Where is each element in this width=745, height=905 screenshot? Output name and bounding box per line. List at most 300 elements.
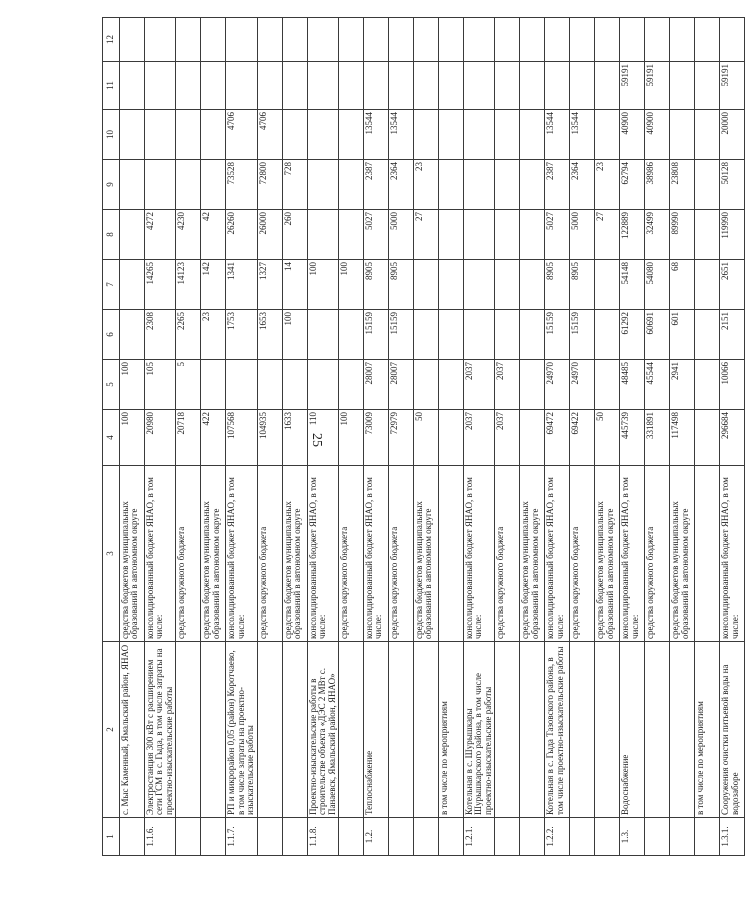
year-cell bbox=[338, 210, 363, 260]
year-cell bbox=[413, 110, 438, 160]
year-cell bbox=[670, 62, 695, 110]
funding-source-cell: средства бюджетов муниципальных образований в автономном округе bbox=[413, 466, 438, 642]
total-cell: 445739 bbox=[620, 410, 645, 466]
year-cell: 100 bbox=[120, 360, 145, 410]
total-cell: 100 bbox=[120, 410, 145, 466]
year-cell: 5000 bbox=[570, 210, 595, 260]
year-cell: 13544 bbox=[545, 110, 570, 160]
table-row bbox=[520, 18, 545, 856]
table-row bbox=[388, 18, 413, 856]
year-cell: 2308 bbox=[145, 310, 176, 360]
year-cell: 13544 bbox=[363, 110, 388, 160]
item-name-cell bbox=[520, 642, 545, 818]
year-cell: 728 bbox=[282, 160, 307, 210]
year-cell bbox=[463, 62, 494, 110]
item-name-cell bbox=[413, 642, 438, 818]
year-cell bbox=[438, 210, 463, 260]
funding-source-cell: средства окружного бюджета bbox=[570, 466, 595, 642]
year-cell bbox=[413, 62, 438, 110]
year-cell bbox=[226, 360, 257, 410]
year-cell bbox=[438, 62, 463, 110]
year-cell: 68 bbox=[670, 260, 695, 310]
year-cell: 14123 bbox=[176, 260, 201, 310]
funding-source-cell: консолидированный бюджет ЯНАО, в том числе: bbox=[145, 466, 176, 642]
year-cell bbox=[495, 110, 520, 160]
funding-source-cell: консолидированный бюджет ЯНАО, в том числе: bbox=[620, 466, 645, 642]
table-row bbox=[338, 18, 363, 856]
year-cell bbox=[720, 18, 745, 62]
year-cell bbox=[176, 160, 201, 210]
item-name-cell: Водоснабжение bbox=[620, 642, 645, 818]
table-row bbox=[120, 18, 145, 856]
year-cell: 8905 bbox=[570, 260, 595, 310]
year-cell: 2364 bbox=[570, 160, 595, 210]
year-cell bbox=[695, 310, 720, 360]
year-cell: 100 bbox=[338, 260, 363, 310]
funding-source-cell: консолидированный бюджет ЯНАО, в том числе: bbox=[720, 466, 745, 642]
total-cell bbox=[520, 410, 545, 466]
item-name-cell: с. Мыс Каменный, Ямальский район, ЯНАО bbox=[120, 642, 145, 818]
item-name-cell bbox=[595, 642, 620, 818]
item-name-cell: Теплоснабжение bbox=[363, 642, 388, 818]
year-cell bbox=[413, 18, 438, 62]
funding-source-cell: средства окружного бюджета bbox=[388, 466, 413, 642]
year-cell bbox=[670, 18, 695, 62]
year-cell: 26000 bbox=[257, 210, 282, 260]
row-number-cell bbox=[495, 818, 520, 856]
column-number-cell: 1 bbox=[103, 818, 120, 856]
year-cell bbox=[201, 18, 226, 62]
total-cell: 20718 bbox=[176, 410, 201, 466]
year-cell bbox=[595, 18, 620, 62]
funding-source-cell: консолидированный бюджет ЯНАО, в том числе: bbox=[463, 466, 494, 642]
year-cell: 48485 bbox=[620, 360, 645, 410]
table-row bbox=[413, 18, 438, 856]
row-number-cell bbox=[388, 818, 413, 856]
year-cell: 4706 bbox=[226, 110, 257, 160]
year-cell bbox=[438, 18, 463, 62]
year-cell: 5027 bbox=[363, 210, 388, 260]
year-cell bbox=[201, 160, 226, 210]
row-number-cell bbox=[695, 818, 720, 856]
year-cell bbox=[438, 160, 463, 210]
year-cell: 100 bbox=[282, 310, 307, 360]
year-cell: 60691 bbox=[645, 310, 670, 360]
year-cell: 24970 bbox=[570, 360, 595, 410]
year-cell: 119990 bbox=[720, 210, 745, 260]
year-cell: 1653 bbox=[257, 310, 282, 360]
year-cell bbox=[120, 210, 145, 260]
year-cell: 1327 bbox=[257, 260, 282, 310]
year-cell bbox=[120, 260, 145, 310]
year-cell bbox=[282, 18, 307, 62]
year-cell bbox=[176, 62, 201, 110]
investment-table-frame bbox=[102, 18, 740, 856]
column-number-row bbox=[103, 18, 120, 856]
year-cell bbox=[570, 18, 595, 62]
year-cell: 260 bbox=[282, 210, 307, 260]
year-cell bbox=[495, 18, 520, 62]
table-row bbox=[645, 18, 670, 856]
column-number-cell: 6 bbox=[103, 310, 120, 360]
year-cell: 23 bbox=[201, 310, 226, 360]
item-name-cell bbox=[570, 642, 595, 818]
year-cell bbox=[176, 110, 201, 160]
year-cell bbox=[226, 62, 257, 110]
year-cell bbox=[145, 160, 176, 210]
column-number-cell: 7 bbox=[103, 260, 120, 310]
total-cell: 331891 bbox=[645, 410, 670, 466]
year-cell bbox=[120, 18, 145, 62]
row-number-cell bbox=[338, 818, 363, 856]
year-cell bbox=[363, 62, 388, 110]
year-cell bbox=[520, 260, 545, 310]
year-cell bbox=[463, 18, 494, 62]
column-number-cell: 10 bbox=[103, 110, 120, 160]
table-row bbox=[226, 18, 257, 856]
item-name-cell bbox=[388, 642, 413, 818]
column-number-cell: 2 bbox=[103, 642, 120, 818]
year-cell bbox=[545, 62, 570, 110]
year-cell: 2387 bbox=[545, 160, 570, 210]
funding-source-cell: средства окружного бюджета bbox=[495, 466, 520, 642]
year-cell: 26260 bbox=[226, 210, 257, 260]
row-number-cell: 1.1.8. bbox=[307, 818, 338, 856]
total-cell: 2037 bbox=[495, 410, 520, 466]
year-cell: 50128 bbox=[720, 160, 745, 210]
year-cell bbox=[520, 62, 545, 110]
funding-source-cell: консолидированный бюджет ЯНАО, в том числе: bbox=[226, 466, 257, 642]
year-cell: 15159 bbox=[388, 310, 413, 360]
row-number-cell bbox=[257, 818, 282, 856]
year-cell: 105 bbox=[145, 360, 176, 410]
item-name-cell: в том числе по мероприятиям bbox=[438, 642, 463, 818]
column-number-cell: 12 bbox=[103, 18, 120, 62]
total-cell: 69472 bbox=[545, 410, 570, 466]
year-cell: 2037 bbox=[495, 360, 520, 410]
year-cell bbox=[338, 360, 363, 410]
row-number-cell: 1.2. bbox=[363, 818, 388, 856]
year-cell: 13544 bbox=[570, 110, 595, 160]
year-cell bbox=[307, 62, 338, 110]
table-row bbox=[720, 18, 745, 856]
year-cell: 100 bbox=[307, 260, 338, 310]
row-number-cell bbox=[670, 818, 695, 856]
row-number-cell bbox=[645, 818, 670, 856]
table-row bbox=[145, 18, 176, 856]
funding-source-cell: средства окружного бюджета bbox=[645, 466, 670, 642]
year-cell bbox=[695, 160, 720, 210]
year-cell bbox=[695, 360, 720, 410]
year-cell bbox=[257, 360, 282, 410]
funding-source-cell: консолидированный бюджет ЯНАО, в том числе: bbox=[307, 466, 338, 642]
item-name-cell: в том числе по мероприятиям bbox=[695, 642, 720, 818]
year-cell bbox=[438, 310, 463, 360]
year-cell: 8905 bbox=[363, 260, 388, 310]
total-cell: 20980 bbox=[145, 410, 176, 466]
item-name-cell: Проектно-изыскательские работы в строительстве объекта «ДЭС 2 МВт с. Панаевск, Ямальский район, ЯНАО» bbox=[307, 642, 338, 818]
total-cell: 69422 bbox=[570, 410, 595, 466]
funding-source-cell bbox=[695, 466, 720, 642]
table-row bbox=[595, 18, 620, 856]
year-cell bbox=[438, 110, 463, 160]
year-cell: 28007 bbox=[363, 360, 388, 410]
page-number: 25 bbox=[309, 433, 324, 447]
table-row bbox=[257, 18, 282, 856]
item-name-cell bbox=[201, 642, 226, 818]
year-cell: 2364 bbox=[388, 160, 413, 210]
funding-source-cell: средства бюджетов муниципальных образований в автономном округе bbox=[670, 466, 695, 642]
year-cell: 27 bbox=[595, 210, 620, 260]
row-number-cell: 1.2.2. bbox=[545, 818, 570, 856]
item-name-cell bbox=[257, 642, 282, 818]
year-cell: 62794 bbox=[620, 160, 645, 210]
column-number-cell: 5 bbox=[103, 360, 120, 410]
item-name-cell: Котельная в с. Гыда Тазовского района, в том числе проектно-изыскательские работы bbox=[545, 642, 570, 818]
funding-source-cell: средства окружного бюджета bbox=[176, 466, 201, 642]
year-cell bbox=[595, 310, 620, 360]
table-row bbox=[438, 18, 463, 856]
year-cell: 23808 bbox=[670, 160, 695, 210]
item-name-cell bbox=[495, 642, 520, 818]
table-row bbox=[176, 18, 201, 856]
year-cell: 4272 bbox=[145, 210, 176, 260]
table-row bbox=[363, 18, 388, 856]
year-cell bbox=[545, 18, 570, 62]
item-name-cell: Котельная в с. Шурышкары Шурышкарского района, в том числе проектно-изыскательские работы bbox=[463, 642, 494, 818]
year-cell: 5 bbox=[176, 360, 201, 410]
year-cell bbox=[570, 62, 595, 110]
year-cell: 59191 bbox=[645, 62, 670, 110]
row-number-cell bbox=[176, 818, 201, 856]
year-cell bbox=[413, 260, 438, 310]
year-cell bbox=[338, 160, 363, 210]
year-cell bbox=[120, 160, 145, 210]
total-cell: 1633 bbox=[282, 410, 307, 466]
table-row bbox=[307, 18, 338, 856]
row-number-cell bbox=[520, 818, 545, 856]
item-name-cell bbox=[176, 642, 201, 818]
year-cell: 15159 bbox=[363, 310, 388, 360]
year-cell bbox=[595, 260, 620, 310]
year-cell: 14 bbox=[282, 260, 307, 310]
year-cell: 15159 bbox=[570, 310, 595, 360]
row-number-cell bbox=[413, 818, 438, 856]
year-cell bbox=[520, 160, 545, 210]
table-row bbox=[570, 18, 595, 856]
row-number-cell bbox=[282, 818, 307, 856]
year-cell: 8905 bbox=[388, 260, 413, 310]
year-cell bbox=[307, 210, 338, 260]
total-cell: 117498 bbox=[670, 410, 695, 466]
year-cell bbox=[495, 62, 520, 110]
funding-source-cell bbox=[438, 466, 463, 642]
table-body bbox=[120, 18, 745, 856]
year-cell bbox=[307, 160, 338, 210]
year-cell: 15159 bbox=[545, 310, 570, 360]
total-cell: 100 bbox=[338, 410, 363, 466]
row-number-cell bbox=[595, 818, 620, 856]
year-cell: 54080 bbox=[645, 260, 670, 310]
item-name-cell bbox=[282, 642, 307, 818]
year-cell bbox=[438, 360, 463, 410]
table-row bbox=[620, 18, 645, 856]
total-cell: 104935 bbox=[257, 410, 282, 466]
year-cell bbox=[282, 110, 307, 160]
total-cell: 50 bbox=[413, 410, 438, 466]
funding-source-cell: средства окружного бюджета bbox=[257, 466, 282, 642]
year-cell: 2941 bbox=[670, 360, 695, 410]
year-cell bbox=[226, 18, 257, 62]
year-cell bbox=[620, 18, 645, 62]
total-cell: 296684 bbox=[720, 410, 745, 466]
year-cell: 8905 bbox=[545, 260, 570, 310]
year-cell: 2651 bbox=[720, 260, 745, 310]
year-cell: 28007 bbox=[388, 360, 413, 410]
year-cell bbox=[438, 260, 463, 310]
year-cell: 59191 bbox=[620, 62, 645, 110]
column-number-cell: 3 bbox=[103, 466, 120, 642]
row-number-cell: 1.2.1. bbox=[463, 818, 494, 856]
year-cell: 10066 bbox=[720, 360, 745, 410]
year-cell: 142 bbox=[201, 260, 226, 310]
total-cell bbox=[438, 410, 463, 466]
year-cell: 32499 bbox=[645, 210, 670, 260]
table-row bbox=[282, 18, 307, 856]
year-cell: 38986 bbox=[645, 160, 670, 210]
funding-source-cell: средства бюджетов муниципальных образований в автономном округе bbox=[282, 466, 307, 642]
funding-source-cell: средства бюджетов муниципальных образований в автономном округе bbox=[201, 466, 226, 642]
year-cell bbox=[463, 310, 494, 360]
year-cell bbox=[520, 110, 545, 160]
item-name-cell bbox=[338, 642, 363, 818]
year-cell bbox=[338, 310, 363, 360]
year-cell bbox=[595, 62, 620, 110]
column-number-cell: 8 bbox=[103, 210, 120, 260]
year-cell bbox=[282, 360, 307, 410]
year-cell bbox=[145, 110, 176, 160]
year-cell bbox=[695, 62, 720, 110]
year-cell: 1753 bbox=[226, 310, 257, 360]
year-cell bbox=[201, 110, 226, 160]
year-cell bbox=[645, 18, 670, 62]
year-cell: 23 bbox=[595, 160, 620, 210]
row-number-cell: 1.1.6. bbox=[145, 818, 176, 856]
row-number-cell: 1.1.7. bbox=[226, 818, 257, 856]
funding-source-cell: средства бюджетов муниципальных образований в автономном округе bbox=[120, 466, 145, 642]
column-number-cell: 9 bbox=[103, 160, 120, 210]
year-cell bbox=[695, 110, 720, 160]
table-row bbox=[495, 18, 520, 856]
total-cell bbox=[695, 410, 720, 466]
investment-table bbox=[102, 17, 745, 856]
row-number-cell: 1.3. bbox=[620, 818, 645, 856]
total-cell: 2037 bbox=[463, 410, 494, 466]
year-cell bbox=[307, 18, 338, 62]
year-cell bbox=[463, 260, 494, 310]
year-cell bbox=[463, 110, 494, 160]
total-cell: 50 bbox=[595, 410, 620, 466]
year-cell bbox=[201, 360, 226, 410]
year-cell bbox=[120, 310, 145, 360]
year-cell bbox=[257, 18, 282, 62]
year-cell: 59191 bbox=[720, 62, 745, 110]
year-cell bbox=[520, 360, 545, 410]
year-cell: 122889 bbox=[620, 210, 645, 260]
year-cell: 5027 bbox=[545, 210, 570, 260]
year-cell: 14265 bbox=[145, 260, 176, 310]
year-cell: 20000 bbox=[720, 110, 745, 160]
year-cell: 73528 bbox=[226, 160, 257, 210]
item-name-cell: РП и микрорайон 0,05 (район) Коротчаево, в том числе затраты на проектно-изыскательские работы bbox=[226, 642, 257, 818]
total-cell: 110 bbox=[307, 410, 338, 466]
table-row bbox=[545, 18, 570, 856]
year-cell: 2037 bbox=[463, 360, 494, 410]
year-cell: 2151 bbox=[720, 310, 745, 360]
year-cell bbox=[388, 62, 413, 110]
year-cell bbox=[201, 62, 226, 110]
year-cell bbox=[307, 110, 338, 160]
year-cell: 27 bbox=[413, 210, 438, 260]
year-cell: 54148 bbox=[620, 260, 645, 310]
year-cell: 2387 bbox=[363, 160, 388, 210]
year-cell bbox=[388, 18, 413, 62]
year-cell bbox=[695, 18, 720, 62]
year-cell bbox=[145, 18, 176, 62]
year-cell bbox=[495, 210, 520, 260]
year-cell: 42 bbox=[201, 210, 226, 260]
year-cell bbox=[176, 18, 201, 62]
year-cell bbox=[120, 110, 145, 160]
row-number-cell bbox=[438, 818, 463, 856]
year-cell: 2265 bbox=[176, 310, 201, 360]
year-cell bbox=[463, 210, 494, 260]
year-cell: 4706 bbox=[257, 110, 282, 160]
funding-source-cell: средства бюджетов муниципальных образований в автономном округе bbox=[595, 466, 620, 642]
year-cell bbox=[307, 360, 338, 410]
year-cell: 45544 bbox=[645, 360, 670, 410]
item-name-cell bbox=[645, 642, 670, 818]
year-cell bbox=[257, 62, 282, 110]
year-cell bbox=[520, 18, 545, 62]
year-cell: 40900 bbox=[645, 110, 670, 160]
column-number-cell: 4 bbox=[103, 410, 120, 466]
item-name-cell: Электростанция 300 кВт с расширением сети ГСМ в с. Гыда, в том числе затраты на проектно-изыскательские работы bbox=[145, 642, 176, 818]
year-cell: 24970 bbox=[545, 360, 570, 410]
funding-source-cell: средства окружного бюджета bbox=[338, 466, 363, 642]
year-cell bbox=[338, 18, 363, 62]
year-cell: 5000 bbox=[388, 210, 413, 260]
year-cell bbox=[595, 360, 620, 410]
year-cell: 1341 bbox=[226, 260, 257, 310]
year-cell bbox=[145, 62, 176, 110]
year-cell bbox=[463, 160, 494, 210]
year-cell: 601 bbox=[670, 310, 695, 360]
year-cell bbox=[520, 310, 545, 360]
funding-source-cell: консолидированный бюджет ЯНАО, в том числе: bbox=[545, 466, 570, 642]
row-number-cell bbox=[201, 818, 226, 856]
year-cell: 13544 bbox=[388, 110, 413, 160]
row-number-cell bbox=[570, 818, 595, 856]
year-cell bbox=[338, 62, 363, 110]
year-cell bbox=[338, 110, 363, 160]
year-cell: 40900 bbox=[620, 110, 645, 160]
year-cell bbox=[495, 160, 520, 210]
item-name-cell bbox=[670, 642, 695, 818]
table-row bbox=[695, 18, 720, 856]
year-cell bbox=[695, 260, 720, 310]
year-cell bbox=[307, 310, 338, 360]
